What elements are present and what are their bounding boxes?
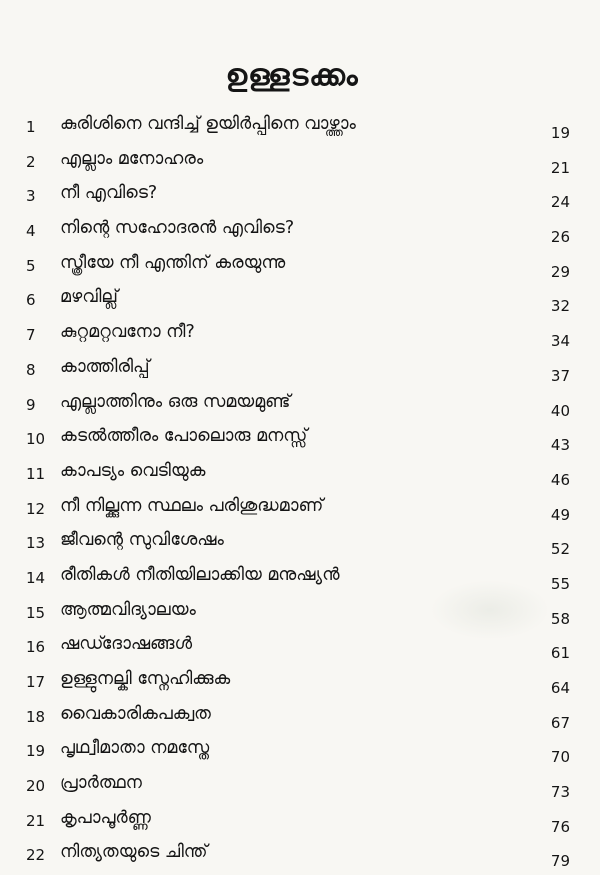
toc-entry <box>0 320 600 355</box>
page-title: ഉള്ളടക്കം <box>225 58 359 93</box>
toc-entry <box>0 736 600 771</box>
entry-page-number: 55 <box>550 574 570 593</box>
entry-title: കാത്തിരിപ്പ് <box>60 356 150 377</box>
entry-number: 8 <box>26 360 36 379</box>
entry-page-number: 52 <box>550 540 570 559</box>
toc-entry <box>0 424 600 459</box>
entry-title: സ്ത്രീയേ നീ എന്തിന് കരയുന്നു <box>60 252 286 273</box>
toc-entry <box>0 840 600 875</box>
entry-title: നിത്യതയുടെ ചിന്ത് <box>60 842 208 863</box>
toc-entry <box>0 147 600 182</box>
entry-page-number: 64 <box>550 679 570 697</box>
toc-entry <box>0 390 600 425</box>
entry-title: ജീവന്റെ സുവിശേഷം <box>60 530 224 551</box>
entry-page-number: 43 <box>550 436 570 455</box>
entry-title: നീ നില്ക്കുന്ന സ്ഥലം പരിശുദ്ധമാണ് <box>60 495 324 516</box>
entry-page-number: 76 <box>550 817 570 836</box>
entry-page-number: 32 <box>550 297 570 316</box>
entry-number: 2 <box>26 152 36 171</box>
entry-page-number: 73 <box>550 783 570 802</box>
entry-page-number: 34 <box>550 332 570 351</box>
toc-entry <box>0 702 600 737</box>
entry-page-number: 40 <box>550 401 570 420</box>
entry-title: പ്രാർത്ഥന <box>60 773 142 794</box>
entry-number: 17 <box>26 673 46 691</box>
entry-number: 4 <box>26 222 36 241</box>
entry-number: 9 <box>26 395 36 414</box>
toc-entry <box>0 632 600 667</box>
entry-title: നീ എവിടെ? <box>60 183 158 204</box>
entry-number: 6 <box>26 291 36 310</box>
table-of-contents <box>0 112 600 875</box>
entry-page-number: 49 <box>550 505 570 524</box>
entry-title: കൃപാപൂർണ്ണ <box>60 807 151 828</box>
entry-title: കടൽത്തീരം പോലൊരു മനസ്സ് <box>60 426 308 447</box>
entry-page-number: 58 <box>550 609 570 628</box>
toc-entry <box>0 771 600 806</box>
entry-page-number: 19 <box>550 124 570 142</box>
toc-entry <box>0 667 600 702</box>
entry-title: എല്ലാം മനോഹരം <box>60 148 204 169</box>
entry-page-number: 46 <box>550 470 570 489</box>
entry-number: 18 <box>26 707 46 726</box>
entry-page-number: 70 <box>550 748 570 767</box>
entry-title: കാപട്യം വെടിയുക <box>60 460 206 481</box>
entry-page-number: 24 <box>550 193 570 212</box>
entry-number: 22 <box>26 846 46 865</box>
entry-number: 1 <box>26 118 36 136</box>
entry-number: 5 <box>26 256 36 275</box>
entry-number: 3 <box>26 187 36 206</box>
entry-page-number: 79 <box>550 852 570 871</box>
entry-page-number: 67 <box>550 713 570 732</box>
entry-title: വൈകാരികപക്വത <box>60 703 211 724</box>
toc-entry <box>0 251 600 286</box>
toc-entry <box>0 563 600 598</box>
toc-entry <box>0 355 600 390</box>
entry-page-number: 61 <box>550 644 570 663</box>
entry-title: പൃഥ്വീമാതാ നമസ്തേ <box>60 738 210 759</box>
entry-title: മഴവില്ല് <box>60 287 118 308</box>
entry-title: ആത്മവിദ്യാലയം <box>60 599 196 620</box>
toc-entry <box>0 806 600 841</box>
entry-number: 16 <box>26 638 46 657</box>
entry-title: കുറ്റമറ്റവനോ നീ? <box>60 322 195 343</box>
entry-number: 15 <box>26 603 46 622</box>
entry-number: 21 <box>26 811 46 830</box>
entry-number: 10 <box>26 430 46 449</box>
toc-entry <box>0 285 600 320</box>
entry-number: 19 <box>26 742 46 761</box>
toc-entry <box>0 528 600 563</box>
entry-title: എല്ലാത്തിനും ഒരു സമയമുണ്ട് <box>60 391 291 412</box>
entry-page-number: 29 <box>550 262 570 281</box>
toc-entry <box>0 181 600 216</box>
toc-entry <box>0 112 600 147</box>
entry-number: 12 <box>26 499 46 518</box>
entry-page-number: 26 <box>550 228 570 247</box>
entry-number: 7 <box>26 326 36 345</box>
entry-number: 20 <box>26 777 46 796</box>
entry-number: 13 <box>26 534 46 553</box>
entry-page-number: 21 <box>550 158 570 177</box>
entry-title: ഉള്ളുനല്കി സ്നേഹിക്കുക <box>60 669 231 689</box>
toc-entry <box>0 494 600 529</box>
entry-number: 14 <box>26 568 46 587</box>
toc-entry <box>0 598 600 633</box>
entry-number: 11 <box>26 464 46 483</box>
toc-entry <box>0 216 600 251</box>
entry-page-number: 37 <box>550 366 570 385</box>
entry-title: ഷഡ്ദോഷങ്ങൾ <box>60 634 193 655</box>
entry-title: കുരിശിനെ വന്ദിച്ച് ഉയിർപ്പിനെ വാഴ്ത്താം <box>60 114 356 134</box>
entry-title: രീതികൾ നീതിയിലാക്കിയ മനുഷ്യൻ <box>60 564 340 585</box>
entry-title: നിന്റെ സഹോദരൻ എവിടെ? <box>60 218 295 239</box>
toc-entry <box>0 459 600 494</box>
